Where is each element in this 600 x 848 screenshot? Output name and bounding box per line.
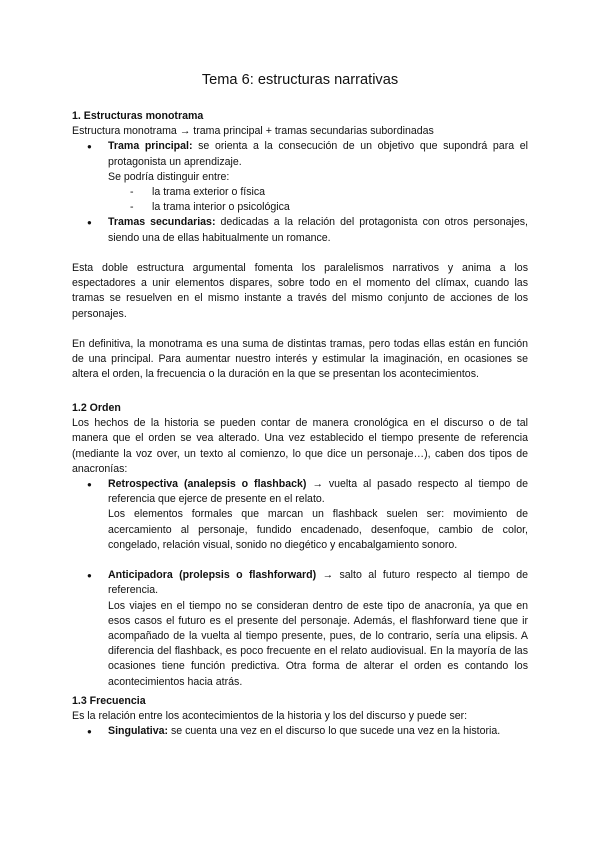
bullet-list xyxy=(72,139,528,185)
term-label: Singulativa: xyxy=(108,725,169,738)
term-text: dedicadas a la relación del protagonista con otros personajes, siendo una de ellas habitualmente un romance. xyxy=(108,216,528,244)
section-intro: Los hechos de la historia se pueden contar de manera cronológica en el discurso o de tal manera que el orden se vea alterado. Una vez establecido el tiempo presente de referencia (mediante la voz over, un texto al comienzo, lo que dice un personaje…), caben dos tipos de anacronías: xyxy=(72,417,528,475)
term-label: Tramas secundarias: xyxy=(108,216,216,229)
section-monotrama xyxy=(72,109,528,383)
term-text: → vuelta al pasado respecto al tiempo de referencia que ejerce de presente en el relato. xyxy=(108,478,528,506)
paragraph: En definitiva, la monotrama es una suma de distintas tramas, pero todas ellas están en función de una principal. Para aumentar nuestro interés y estimular la imaginación, en ocasiones se altera el orden, la frecuencia o la duración en la que se presentan los acontecimientos. xyxy=(72,338,528,381)
bullet-list xyxy=(72,215,528,245)
paragraph: Los viajes en el tiempo no se consideran dentro de este tipo de anacronía, ya que en esos casos el futuro es el presente del personaje. Además, el flashforward tiene que ir acompañado de la vuelta al tiempo presente, pues, de lo contrario, sería una elipsis. A diferencia del flashback, es poco frecuente en el relato audiovisual. En la mayoría de las ocasiones tiene función predictiva. Otra forma de alterar el orden es contando los acontecimientos hacia atrás. xyxy=(108,599,528,688)
section-orden xyxy=(72,401,528,690)
term-label: Retrospectiva (analepsis o flashback) xyxy=(108,478,307,491)
bullet-list xyxy=(72,724,528,739)
list-item xyxy=(72,568,528,690)
term-label: Anticipadora (prolepsis o flashforward) xyxy=(108,569,317,582)
section-frecuencia xyxy=(72,694,528,740)
list-item: - la trama interior o psicológica xyxy=(108,200,528,215)
sub-intro: Se podría distinguir entre: xyxy=(108,170,230,183)
section-heading: 1.2 Orden xyxy=(72,402,121,414)
bullet-list xyxy=(72,477,528,690)
page-title: Tema 6: estructuras narrativas xyxy=(201,72,399,88)
list-item xyxy=(72,139,528,185)
list-item xyxy=(72,215,528,245)
term-text: se cuenta una vez en el discurso lo que sucede una vez en la historia. xyxy=(168,725,501,738)
section-intro: Estructura monotrama → trama principal + tramas secundarias subordinadas xyxy=(72,125,434,138)
section-intro: Es la relación entre los acontecimientos de la historia y los del discurso y puede ser: xyxy=(72,710,468,723)
paragraph: Esta doble estructura argumental fomenta los paralelismos narrativos y anima a los espectadores a unir elementos dispares, sobre todo en el momento del clímax, cuando las tramas se resuelven en el mismo instante a través del mismo conjunto de acciones de los personajes. xyxy=(72,262,528,320)
term-label: Trama principal: xyxy=(108,140,193,153)
section-heading: 1.3 Frecuencia xyxy=(72,695,146,707)
paragraph: Los elementos formales que marcan un flashback suelen ser: movimiento de acercamiento al personaje, fundido encadenado, desenfoque, cambio de color, congelado, relación visual, sonido no diegético y encabalgamiento sonoro. xyxy=(108,508,528,551)
term-text: se orienta a la consecución de un objetivo que supondrá para el protagonista un aprendizaje. xyxy=(108,140,528,168)
list-item xyxy=(72,724,528,739)
term-text: → salto al futuro respecto al tiempo de referencia. xyxy=(108,569,529,597)
list-item: - la trama exterior o física xyxy=(108,185,528,200)
dash-list xyxy=(108,185,528,215)
section-heading: 1. Estructuras monotrama xyxy=(72,110,204,122)
list-item xyxy=(72,477,528,553)
